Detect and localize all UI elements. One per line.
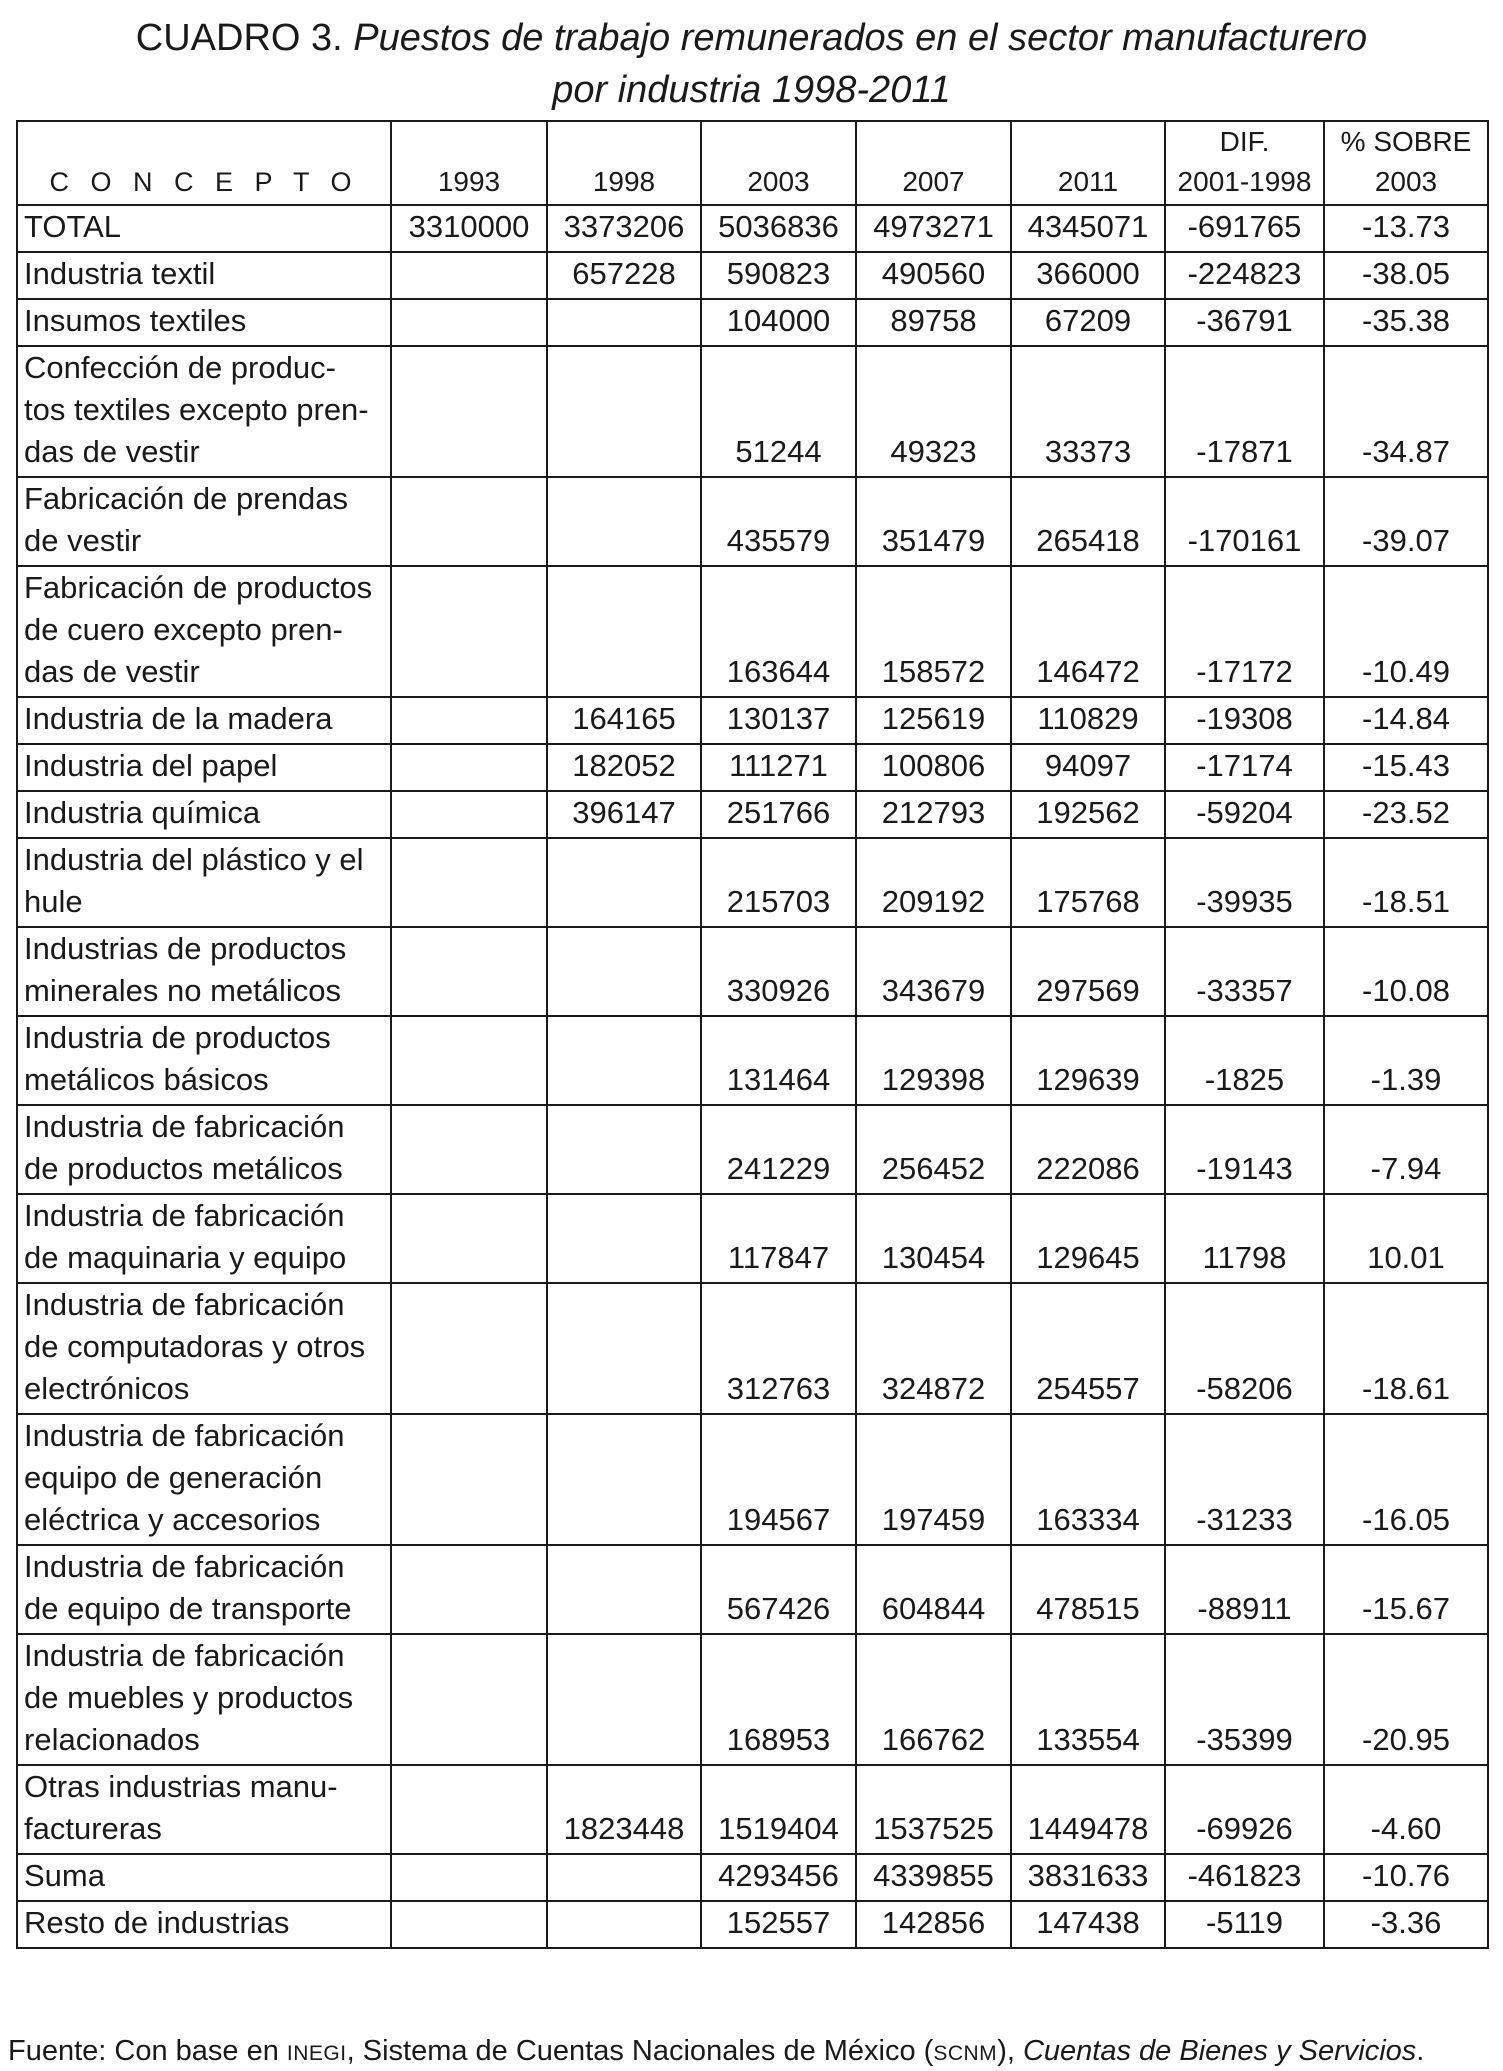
row-value-col-1 [391,1414,547,1545]
row-value-col-1 [391,1016,547,1105]
row-value-col-1: 3310000 [391,205,547,252]
row-value-col-6: -58206 [1165,1283,1324,1414]
row-value-col-7: -3.36 [1324,1901,1488,1948]
row-value-col-1 [391,252,547,299]
row-value-col-1 [391,1901,547,1948]
source-note-middle: , Sistema de Cuentas Nacionales de México ( [346,2035,934,2067]
title-prefix: CUADRO 3. [135,17,343,59]
row-value-col-5: 94097 [1011,744,1165,791]
header-col-1: 1993 [391,121,547,205]
row-value-col-3: 312763 [701,1283,856,1414]
row-value-col-7: -16.05 [1324,1414,1488,1545]
row-value-col-2 [547,1105,701,1194]
row-concept: TOTAL [17,205,391,252]
row-concept: Industria de fabricación de muebles y productos relacionados [17,1634,391,1765]
row-value-col-7: -18.51 [1324,838,1488,927]
row-value-col-2 [547,1016,701,1105]
row-value-col-4: 142856 [856,1901,1011,1948]
source-note-prefix: Fuente: Con base en [8,2035,287,2067]
row-value-col-4: 166762 [856,1634,1011,1765]
row-value-col-5: 129645 [1011,1194,1165,1283]
row-value-col-7: -34.87 [1324,346,1488,477]
row-value-col-1 [391,791,547,838]
row-value-col-1 [391,1634,547,1765]
header-col-3: 2003 [701,121,856,205]
row-value-col-5: 175768 [1011,838,1165,927]
row-value-col-2 [547,838,701,927]
row-value-col-4: 1537525 [856,1765,1011,1854]
header-col-2: 1998 [547,121,701,205]
row-value-col-1 [391,346,547,477]
row-concept: Industria de fabricación de computadoras y otros electrónicos [17,1283,391,1414]
table-row [17,1545,1488,1634]
table-row [17,927,1488,1016]
row-value-col-6: -19143 [1165,1105,1324,1194]
table-row [17,1765,1488,1854]
table-row [17,791,1488,838]
table-row [17,346,1488,477]
table-row [17,205,1488,252]
row-value-col-5: 129639 [1011,1016,1165,1105]
table-row [17,744,1488,791]
row-concept: Industria del plástico y el hule [17,838,391,927]
row-concept: Industria de fabricación de productos metálicos [17,1105,391,1194]
header-col-7: % SOBRE 2003 [1324,121,1488,205]
row-value-col-3: 168953 [701,1634,856,1765]
row-value-col-7: -15.67 [1324,1545,1488,1634]
header-col-6: DIF. 2001-1998 [1165,121,1324,205]
row-value-col-5: 147438 [1011,1901,1165,1948]
row-value-col-3: 117847 [701,1194,856,1283]
row-value-col-4: 212793 [856,791,1011,838]
row-value-col-7: -39.07 [1324,477,1488,566]
row-value-col-7: -10.76 [1324,1854,1488,1901]
row-value-col-3: 104000 [701,299,856,346]
source-note-middle2: ), [997,2035,1023,2067]
row-concept: Industria de la madera [17,697,391,744]
row-value-col-5: 67209 [1011,299,1165,346]
header-concept: C O N C E P T O [17,121,391,205]
source-note-scnm: SCNM [933,2042,998,2065]
row-value-col-1 [391,927,547,1016]
table-row [17,566,1488,697]
row-value-col-3: 330926 [701,927,856,1016]
row-value-col-5: 192562 [1011,791,1165,838]
row-value-col-2: 657228 [547,252,701,299]
row-value-col-1 [391,744,547,791]
row-value-col-1 [391,697,547,744]
row-value-col-7: -38.05 [1324,252,1488,299]
row-value-col-1 [391,1283,547,1414]
row-value-col-2 [547,566,701,697]
row-value-col-1 [391,1545,547,1634]
row-value-col-7: -35.38 [1324,299,1488,346]
data-table [16,120,1489,1949]
row-value-col-5: 4345071 [1011,205,1165,252]
row-value-col-4: 209192 [856,838,1011,927]
row-concept: Suma [17,1854,391,1901]
row-value-col-6: -691765 [1165,205,1324,252]
row-value-col-5: 254557 [1011,1283,1165,1414]
row-value-col-5: 297569 [1011,927,1165,1016]
row-value-col-3: 51244 [701,346,856,477]
row-value-col-7: -4.60 [1324,1765,1488,1854]
row-value-col-1 [391,477,547,566]
row-value-col-2 [547,1414,701,1545]
row-value-col-2 [547,1634,701,1765]
row-value-col-6: -17172 [1165,566,1324,697]
row-value-col-1 [391,1765,547,1854]
row-value-col-2: 1823448 [547,1765,701,1854]
row-value-col-6: -33357 [1165,927,1324,1016]
header-col-4: 2007 [856,121,1011,205]
table-row [17,1901,1488,1948]
row-value-col-6: -19308 [1165,697,1324,744]
row-value-col-4: 158572 [856,566,1011,697]
row-value-col-4: 197459 [856,1414,1011,1545]
row-value-col-2 [547,1901,701,1948]
row-value-col-1 [391,566,547,697]
row-concept: Industria de fabricación de equipo de transporte [17,1545,391,1634]
row-concept: Industria química [17,791,391,838]
row-value-col-3: 251766 [701,791,856,838]
row-value-col-2 [547,477,701,566]
row-value-col-2 [547,1545,701,1634]
row-value-col-5: 146472 [1011,566,1165,697]
header-col-5: 2011 [1011,121,1165,205]
row-value-col-4: 125619 [856,697,1011,744]
row-value-col-6: -461823 [1165,1854,1324,1901]
source-note-inegi: INEGI [286,2042,347,2065]
row-value-col-5: 366000 [1011,252,1165,299]
row-value-col-3: 435579 [701,477,856,566]
row-value-col-6: -170161 [1165,477,1324,566]
row-value-col-6: -224823 [1165,252,1324,299]
row-concept: Fabricación de prendas de vestir [17,477,391,566]
row-value-col-3: 4293456 [701,1854,856,1901]
table-row [17,1854,1488,1901]
row-concept: Industria de fabricación equipo de generación eléctrica y accesorios [17,1414,391,1545]
row-value-col-6: -36791 [1165,299,1324,346]
row-value-col-3: 241229 [701,1105,856,1194]
row-value-col-4: 4339855 [856,1854,1011,1901]
row-value-col-2 [547,1854,701,1901]
table-row [17,1016,1488,1105]
row-value-col-3: 163644 [701,566,856,697]
row-value-col-4: 100806 [856,744,1011,791]
row-value-col-6: -59204 [1165,791,1324,838]
row-value-col-7: -10.49 [1324,566,1488,697]
row-value-col-4: 4973271 [856,205,1011,252]
row-value-col-3: 215703 [701,838,856,927]
row-value-col-3: 567426 [701,1545,856,1634]
row-value-col-5: 265418 [1011,477,1165,566]
row-concept: Resto de industrias [17,1901,391,1948]
row-value-col-4: 324872 [856,1283,1011,1414]
row-value-col-4: 604844 [856,1545,1011,1634]
row-value-col-1 [391,838,547,927]
row-value-col-2 [547,1283,701,1414]
row-value-col-6: 11798 [1165,1194,1324,1283]
row-value-col-3: 194567 [701,1414,856,1545]
row-value-col-4: 490560 [856,252,1011,299]
title-italic-line-1: Puestos de trabajo remunerados en el sector manufacturero [353,17,1368,59]
table-row [17,299,1488,346]
table-row [17,1194,1488,1283]
row-value-col-4: 130454 [856,1194,1011,1283]
row-value-col-5: 3831633 [1011,1854,1165,1901]
row-concept: Industria textil [17,252,391,299]
row-value-col-7: 10.01 [1324,1194,1488,1283]
row-value-col-2: 182052 [547,744,701,791]
row-value-col-3: 130137 [701,697,856,744]
row-concept: Insumos textiles [17,299,391,346]
row-value-col-2 [547,346,701,477]
row-value-col-7: -18.61 [1324,1283,1488,1414]
row-concept: Industria de fabricación de maquinaria y equipo [17,1194,391,1283]
row-value-col-1 [391,1854,547,1901]
row-value-col-2: 396147 [547,791,701,838]
row-value-col-5: 222086 [1011,1105,1165,1194]
table-row [17,252,1488,299]
row-value-col-4: 49323 [856,346,1011,477]
source-note-italic: Cuentas de Bienes y Servicios [1022,2035,1417,2067]
row-value-col-1 [391,299,547,346]
row-concept: Industria de productos metálicos básicos [17,1016,391,1105]
row-value-col-3: 590823 [701,252,856,299]
row-concept: Otras industrias manu- factureras [17,1765,391,1854]
row-value-col-2: 164165 [547,697,701,744]
row-value-col-6: -17871 [1165,346,1324,477]
row-concept: Industrias de productos minerales no metálicos [17,927,391,1016]
table-row [17,1634,1488,1765]
source-note [8,2034,1424,2071]
row-value-col-6: -17174 [1165,744,1324,791]
row-value-col-6: -39935 [1165,838,1324,927]
header-row [17,121,1488,205]
table-row [17,838,1488,927]
table-row [17,1105,1488,1194]
row-value-col-4: 343679 [856,927,1011,1016]
row-value-col-7: -13.73 [1324,205,1488,252]
row-value-col-3: 111271 [701,744,856,791]
row-value-col-7: -14.84 [1324,697,1488,744]
row-value-col-3: 152557 [701,1901,856,1948]
table-row [17,1283,1488,1414]
row-value-col-5: 133554 [1011,1634,1165,1765]
table-title [0,12,1503,116]
row-value-col-2 [547,927,701,1016]
row-value-col-6: -88911 [1165,1545,1324,1634]
row-value-col-6: -31233 [1165,1414,1324,1545]
row-value-col-7: -7.94 [1324,1105,1488,1194]
title-line-1 [0,12,1503,64]
row-value-col-4: 129398 [856,1016,1011,1105]
row-value-col-1 [391,1105,547,1194]
table-row [17,697,1488,744]
row-value-col-3: 1519404 [701,1765,856,1854]
title-italic-line-2: por industria 1998-2011 [552,69,951,111]
row-value-col-5: 33373 [1011,346,1165,477]
row-value-col-3: 131464 [701,1016,856,1105]
row-value-col-2 [547,299,701,346]
row-value-col-5: 163334 [1011,1414,1165,1545]
row-value-col-7: -20.95 [1324,1634,1488,1765]
row-value-col-7: -1.39 [1324,1016,1488,1105]
table-row [17,1414,1488,1545]
row-concept: Industria del papel [17,744,391,791]
row-value-col-4: 351479 [856,477,1011,566]
row-value-col-3: 5036836 [701,205,856,252]
row-value-col-2: 3373206 [547,205,701,252]
row-value-col-7: -10.08 [1324,927,1488,1016]
row-value-col-2 [547,1194,701,1283]
row-value-col-6: -1825 [1165,1016,1324,1105]
row-value-col-6: -69926 [1165,1765,1324,1854]
row-concept: Confección de produc- tos textiles excepto pren- das de vestir [17,346,391,477]
row-value-col-7: -23.52 [1324,791,1488,838]
row-value-col-7: -15.43 [1324,744,1488,791]
row-value-col-4: 89758 [856,299,1011,346]
row-concept: Fabricación de productos de cuero excepto pren- das de vestir [17,566,391,697]
table-row [17,477,1488,566]
row-value-col-5: 1449478 [1011,1765,1165,1854]
row-value-col-1 [391,1194,547,1283]
table-body [17,205,1488,1948]
row-value-col-4: 256452 [856,1105,1011,1194]
source-note-suffix: . [1416,2035,1425,2067]
row-value-col-5: 478515 [1011,1545,1165,1634]
row-value-col-6: -35399 [1165,1634,1324,1765]
row-value-col-6: -5119 [1165,1901,1324,1948]
row-value-col-5: 110829 [1011,697,1165,744]
